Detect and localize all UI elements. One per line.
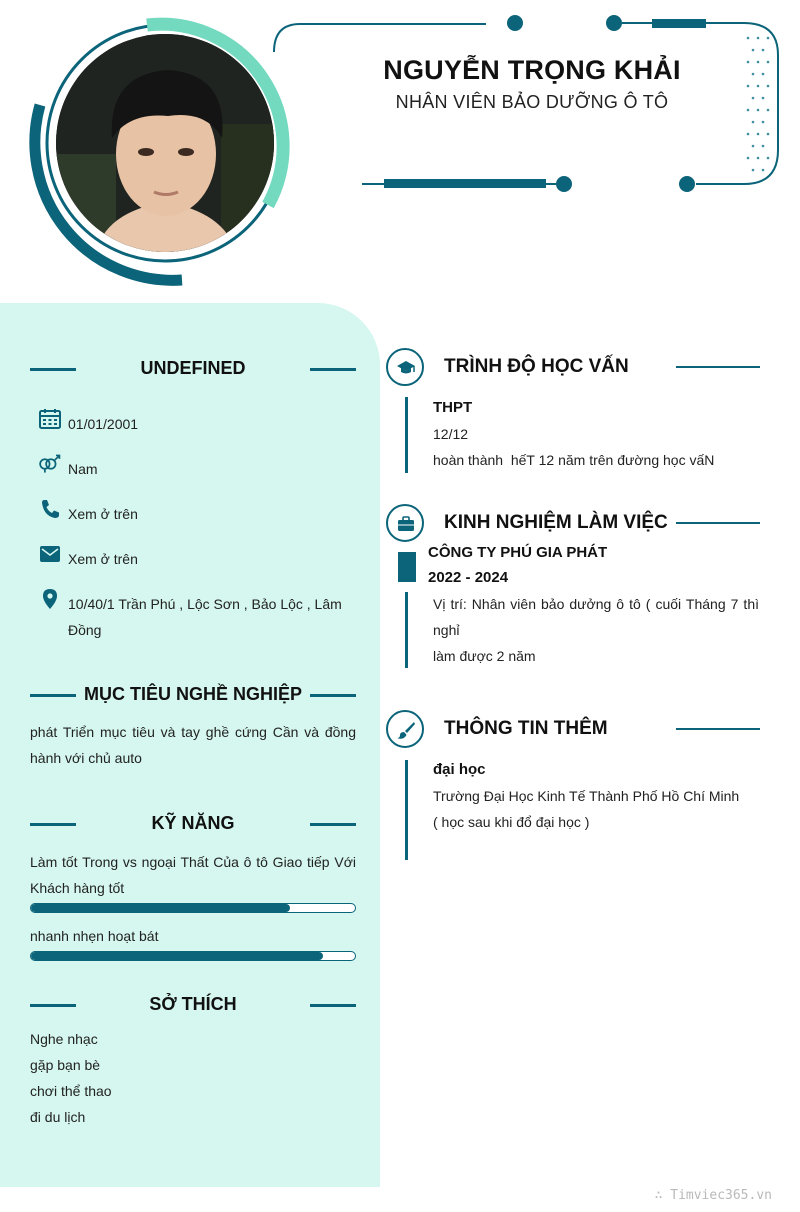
skill-bar-fill xyxy=(31,952,323,960)
experience-duration: làm được 2 năm xyxy=(433,648,536,664)
frame-bar xyxy=(384,179,546,188)
hobbies-heading-text: SỞ THÍCH xyxy=(149,994,237,1014)
email-icon xyxy=(38,543,62,565)
paintbrush-icon xyxy=(396,720,416,740)
phone-icon xyxy=(38,498,62,520)
hobby-item: đi du lịch xyxy=(30,1109,86,1125)
education-school: THPT xyxy=(433,399,473,416)
education-heading xyxy=(386,348,760,386)
skills-heading xyxy=(30,812,356,836)
education-period: 12/12 xyxy=(433,426,469,442)
experience-marker xyxy=(398,552,416,582)
frame-dot xyxy=(556,176,572,192)
experience-heading-text: KINH NGHIỆM LÀM VIỆC xyxy=(444,512,668,533)
watermark: ∴ Timviec365.vn xyxy=(654,1188,772,1203)
gender-icon xyxy=(38,453,62,475)
avatar xyxy=(56,34,274,252)
frame-dot xyxy=(606,15,622,31)
person-photo-icon xyxy=(56,34,274,252)
education-description: hoàn thành hếT 12 năm trên đường học vấN xyxy=(433,452,715,468)
location-pin-icon xyxy=(38,588,62,610)
frame-dot xyxy=(679,176,695,192)
gender-value: Nam xyxy=(68,461,98,477)
hobby-item: Nghe nhạc xyxy=(30,1031,98,1047)
experience-period: 2022 - 2024 xyxy=(428,569,509,586)
contact-heading-text: UNDEFINED xyxy=(140,358,246,378)
additional-line: ( học sau khi đổ đại học ) xyxy=(433,814,590,830)
education-timeline xyxy=(405,397,408,473)
education-heading-text: TRÌNH ĐỘ HỌC VẤN xyxy=(444,356,629,377)
dot-pattern xyxy=(747,37,770,172)
hobbies-heading xyxy=(30,993,356,1017)
candidate-job-title: NHÂN VIÊN BẢO DƯỠNG Ô TÔ xyxy=(395,92,669,112)
additional-heading-text: THÔNG TIN THÊM xyxy=(444,718,608,739)
skill-name: Làm tốt Trong vs ngoại Thất Của ô tô Giao tiếp Với Khách hàng tốt xyxy=(30,854,356,896)
objective-heading xyxy=(30,683,356,707)
experience-timeline xyxy=(405,592,408,668)
phone-value: Xem ở trên xyxy=(68,506,138,522)
additional-title: đại học xyxy=(433,761,486,778)
hobby-item: chơi thể thao xyxy=(30,1083,112,1099)
frame-bar xyxy=(652,19,706,28)
frame-top-left xyxy=(274,24,486,52)
contact-heading xyxy=(30,357,356,381)
objective-text: phát Triển mục tiêu và tay ghề cứng Cần và đồng hành với chủ auto xyxy=(30,724,356,766)
calendar-icon xyxy=(38,408,62,430)
additional-heading xyxy=(386,710,760,748)
frame-dot xyxy=(507,15,523,31)
address-value: 10/40/1 Trần Phú , Lộc Sơn , Bảo Lộc , Lâm Đồng xyxy=(68,596,342,638)
briefcase-icon xyxy=(396,514,416,534)
birthday-value: 01/01/2001 xyxy=(68,416,139,432)
candidate-name: NGUYỄN TRỌNG KHẢI xyxy=(383,55,681,85)
skill-bar xyxy=(30,903,356,913)
skills-heading-text: KỸ NĂNG xyxy=(151,813,235,833)
graduation-cap-icon xyxy=(396,358,416,378)
additional-timeline xyxy=(405,760,408,860)
objective-heading-text: MỤC TIÊU NGHỀ NGHIỆP xyxy=(83,684,302,704)
skill-name: nhanh nhẹn hoạt bát xyxy=(30,928,159,944)
skill-bar xyxy=(30,951,356,961)
skill-bar-fill xyxy=(31,904,290,912)
experience-description: Vị trí: Nhân viên bảo dưởng ô tô ( cuối Tháng 7 thì nghỉ xyxy=(433,596,759,638)
experience-heading xyxy=(386,504,760,542)
hobby-item: gặp bạn bè xyxy=(30,1057,101,1073)
experience-company: CÔNG TY PHÚ GIA PHÁT xyxy=(428,544,608,561)
additional-line: Trường Đại Học Kinh Tế Thành Phố Hồ Chí Minh xyxy=(433,788,740,804)
email-value: Xem ở trên xyxy=(68,551,138,567)
